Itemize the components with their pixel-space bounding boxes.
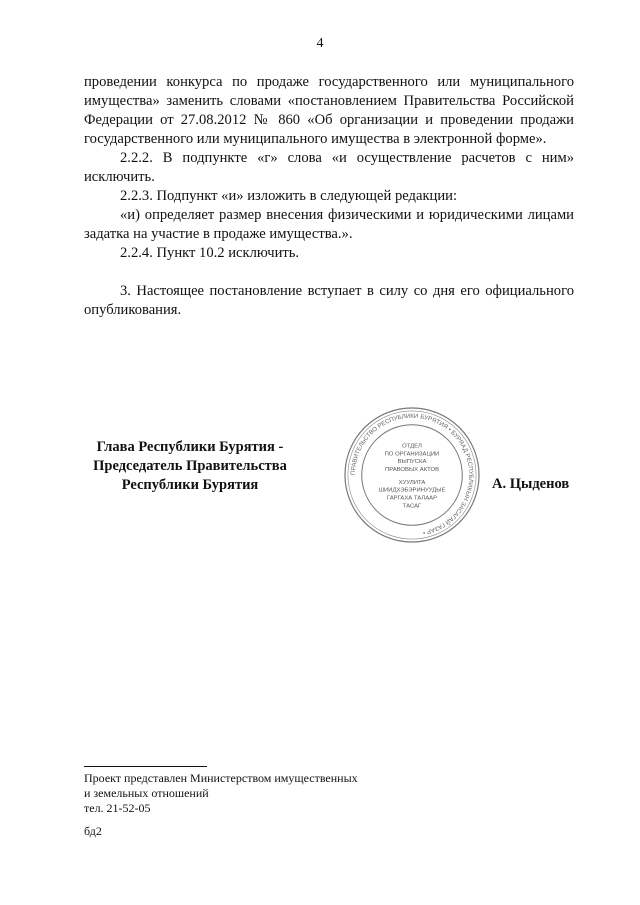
signatory-name: А. Цыденов <box>492 476 570 492</box>
paragraph-2-2-2: 2.2.2. В подпункте «г» слова «и осуществление расчетов с ним» исключить. <box>84 150 574 185</box>
footer-ministry-line-2: и земельных отношений <box>84 786 209 800</box>
footer-ministry-line-1: Проект представлен Министерством имущественных <box>84 771 358 785</box>
footer-divider <box>84 766 207 767</box>
paragraph-amendment-text: проведении конкурса по продаже государственного или муниципального имущества» заменить словами «постановлением Правительства Российской Федерации от 27.08.2012 № 860 «Об организации и проведении продажи государственного или муниципального имущества в электронной форме». <box>84 74 574 147</box>
seal-line-2: ПО ОРГАНИЗАЦИИ <box>384 451 440 458</box>
seal-ring-text: ПРАВИТЕЛЬСТВО РЕСПУБЛИКИ БУРЯТИЯ • БУРЯАД РЕСПУБЛИКЫН ЗАСАГАЙ ГАЗАР • <box>349 412 475 537</box>
paragraph-2-2-4: 2.2.4. Пункт 10.2 исключить. <box>120 245 300 261</box>
footer-code: бд2 <box>84 824 102 838</box>
footer-notes <box>84 771 358 839</box>
seal-line-6: ШИИДХЭБЭРИНУУДЫЕ <box>378 487 446 494</box>
svg-text:ПРАВИТЕЛЬСТВО РЕСПУБЛИКИ БУРЯТ <box>350 413 474 536</box>
paragraph-effective-date: 3. Настоящее постановление вступает в силу со дня его официального опубликования. <box>84 283 574 318</box>
signatory-title <box>70 438 310 495</box>
seal-line-3: ВЫПУСКА <box>397 459 427 466</box>
seal-line-7: ГАРГАХА ТАЛААР <box>386 495 438 502</box>
signatory-title-line-2: Председатель Правительства <box>93 458 287 474</box>
page-number: 4 <box>316 36 324 51</box>
paragraph-new-wording: «и) определяет размер внесения физическими и юридическими лицами задатка на участие в продаже имущества.». <box>84 207 574 242</box>
document-body <box>84 73 574 320</box>
paragraph-2-2-3: 2.2.3. Подпункт «и» изложить в следующей редакции: <box>120 188 458 204</box>
footer-phone: тел. 21-52-05 <box>84 801 151 815</box>
seal-line-1: ОТДЕЛ <box>402 443 422 450</box>
signatory-title-line-3: Республики Бурятия <box>121 477 259 493</box>
official-seal <box>343 406 481 544</box>
seal-line-8: ТАСАГ <box>402 503 422 510</box>
signatory-title-line-1: Глава Республики Бурятия - <box>96 439 284 455</box>
seal-line-4: ПРАВОВЫХ АКТОВ <box>384 467 440 474</box>
seal-line-5: ХУУЛИТА <box>398 479 426 486</box>
